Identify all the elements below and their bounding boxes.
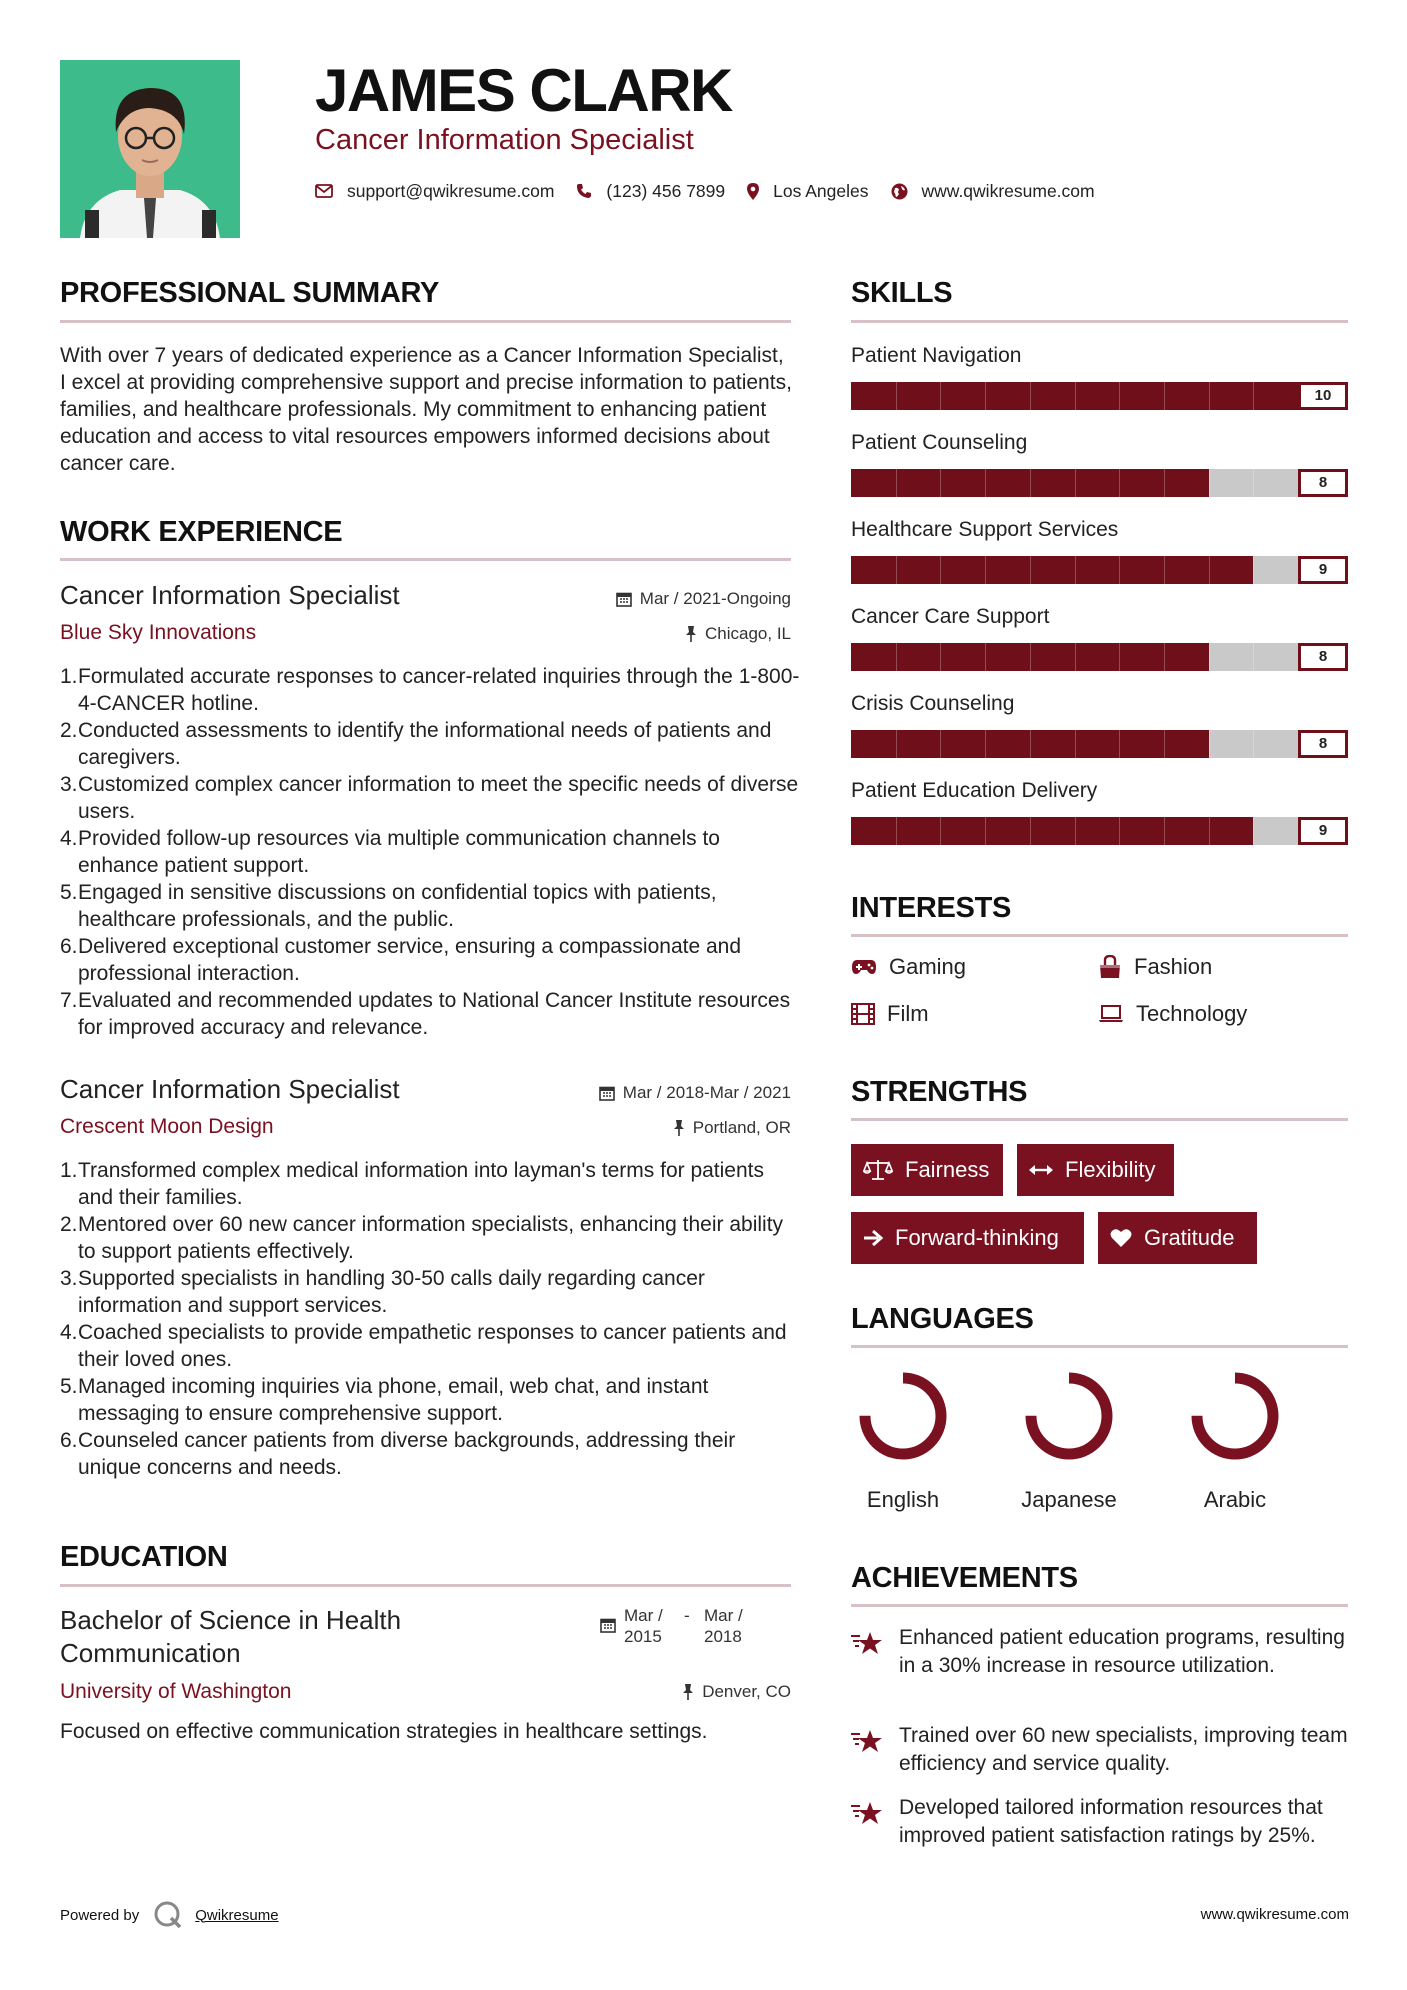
- skill-bar-segment: [940, 643, 941, 671]
- achievements-divider: [851, 1604, 1348, 1607]
- interest-label: Film: [887, 1001, 929, 1026]
- job-dates: [616, 589, 791, 609]
- interest-fashion: [1098, 954, 1212, 980]
- summary-heading: PROFESSIONAL SUMMARY: [60, 277, 440, 309]
- footer-powered: [60, 1900, 279, 1930]
- star-award-icon: [851, 1630, 883, 1656]
- skill-bar-segment: [1075, 382, 1076, 410]
- skill-bar-segment: [1119, 469, 1120, 497]
- job-company: Blue Sky Innovations: [60, 621, 257, 644]
- job-dates-text: Mar / 2021-Ongoing: [639, 589, 791, 608]
- education-dates: [600, 1605, 764, 1647]
- skill-bar: [851, 643, 1348, 671]
- job-bullet: [60, 1373, 800, 1427]
- skill-bar-segment: [1075, 469, 1076, 497]
- candidate-role: Cancer Information Specialist: [315, 124, 694, 156]
- language-progress-ring: [855, 1368, 951, 1464]
- achievement-text: Trained over 60 new specialists, improving team efficiency and service quality.: [899, 1724, 1348, 1775]
- contact-phone[interactable]: [576, 181, 725, 202]
- bullet-number: 4.: [60, 1321, 78, 1344]
- strengths-divider: [851, 1118, 1348, 1121]
- star-award-icon: [851, 1800, 883, 1826]
- job-dates: [599, 1083, 791, 1103]
- bullet-number: 6.: [60, 935, 78, 958]
- calendar-icon: [616, 591, 632, 607]
- achievement-item: [851, 1794, 1351, 1850]
- job-bullet: [60, 933, 800, 987]
- skill-level: 9: [1298, 556, 1348, 584]
- job-bullets: [60, 1157, 800, 1481]
- skill-bar-segment: [896, 382, 897, 410]
- skill-bar-segment: [1164, 643, 1165, 671]
- skill-bar: [851, 730, 1348, 758]
- qwikresume-logo-icon: [153, 1900, 183, 1930]
- bullet-number: 3.: [60, 1267, 78, 1290]
- website-text: www.qwikresume.com: [921, 180, 1095, 201]
- language-progress-ring: [1187, 1368, 1283, 1464]
- skill-level: 8: [1298, 469, 1348, 497]
- profile-photo: [60, 60, 240, 238]
- language-progress-arc: [865, 1378, 941, 1454]
- skill-bar-segment: [1253, 730, 1254, 758]
- phone-text: (123) 456 7899: [606, 180, 726, 201]
- skill-bar-segment: [1209, 730, 1210, 758]
- contact-bar: [315, 178, 1117, 204]
- email-text: support@qwikresume.com: [347, 180, 555, 201]
- skill-bar-segment: [1209, 643, 1210, 671]
- pushpin-icon: [673, 1120, 685, 1136]
- skill-bar-segment: [985, 730, 986, 758]
- job-bullet: [60, 1211, 800, 1265]
- skill-bar-segment: [1209, 556, 1210, 584]
- languages-divider: [851, 1345, 1348, 1348]
- job-location: [685, 624, 791, 644]
- skill-bar-segment: [1030, 643, 1031, 671]
- skill-bar-segment: [896, 817, 897, 845]
- achievement-item: [851, 1624, 1351, 1680]
- education-location: [682, 1682, 791, 1702]
- skill-name: Healthcare Support Services: [851, 518, 1119, 541]
- job-bullet: [60, 1157, 800, 1211]
- contact-website[interactable]: [891, 181, 1095, 202]
- star-award-icon: [851, 1728, 883, 1754]
- education-description: Focused on effective communication strategies in healthcare settings.: [60, 1720, 708, 1743]
- interest-film: [851, 1001, 929, 1027]
- language-progress-arc: [1031, 1378, 1107, 1454]
- strength-label: Gratitude: [1144, 1225, 1235, 1250]
- skills-heading: SKILLS: [851, 277, 953, 309]
- pushpin-icon: [682, 1684, 694, 1700]
- skill-bar-segment: [896, 730, 897, 758]
- school-name: University of Washington: [60, 1680, 292, 1703]
- skill-bar-segment: [940, 730, 941, 758]
- skill-bar-segment: [985, 469, 986, 497]
- pushpin-icon: [685, 626, 697, 642]
- skill-bar-segment: [1119, 730, 1120, 758]
- skill-bar-segment: [1075, 556, 1076, 584]
- job-bullet: [60, 663, 800, 717]
- achievement-text: Developed tailored information resources that improved patient satisfaction ratings by 25%.: [899, 1796, 1323, 1847]
- job-bullet: [60, 879, 800, 933]
- brand-link[interactable]: Qwikresume: [195, 1906, 279, 1924]
- skill-bar-segment: [1164, 817, 1165, 845]
- education-heading: EDUCATION: [60, 1541, 228, 1573]
- skill-bar-segment: [1119, 643, 1120, 671]
- bullet-number: 5.: [60, 1375, 78, 1398]
- date-separator: -: [684, 1606, 690, 1625]
- skill-bar-segment: [1253, 643, 1254, 671]
- skill-bar-segment: [985, 382, 986, 410]
- skill-level: 10: [1298, 382, 1348, 410]
- skill-bar-segment: [1253, 469, 1254, 497]
- skill-name: Patient Education Delivery: [851, 779, 1098, 802]
- skill-bar-segment: [896, 469, 897, 497]
- skill-bar-segment: [1030, 382, 1031, 410]
- achievements-heading: ACHIEVEMENTS: [851, 1562, 1078, 1594]
- skill-bar-segment: [1030, 556, 1031, 584]
- bullet-number: 3.: [60, 773, 78, 796]
- skill-bar-fill: [851, 382, 1348, 410]
- skill-bar-segment: [1209, 817, 1210, 845]
- skill-level: 8: [1298, 643, 1348, 671]
- skill-bar-fill: [851, 556, 1253, 584]
- skill-bar-segment: [1164, 556, 1165, 584]
- skill-name: Patient Navigation: [851, 344, 1022, 367]
- skill-bar-segment: [1119, 817, 1120, 845]
- skill-bar-segment: [1164, 730, 1165, 758]
- contact-location: [747, 181, 868, 202]
- bullet-number: 4.: [60, 827, 78, 850]
- bullet-text: Delivered exceptional customer service, ensuring a compassionate and professional interaction.: [78, 935, 742, 985]
- skill-bar-segment: [1030, 469, 1031, 497]
- skill-bar-segment: [1253, 817, 1254, 845]
- skill-bar-segment: [896, 643, 897, 671]
- experience-heading: WORK EXPERIENCE: [60, 516, 343, 548]
- skill-bar-segment: [940, 382, 941, 410]
- strength-fairness: [851, 1144, 1003, 1196]
- skill-level: 9: [1298, 817, 1348, 845]
- globe-icon: [891, 183, 908, 200]
- bullet-text: Counseled cancer patients from diverse backgrounds, addressing their unique concerns and needs.: [78, 1429, 736, 1479]
- language-name: Japanese: [1021, 1487, 1117, 1512]
- bullet-text: Mentored over 60 new cancer information specialists, enhancing their ability to support patients effectively.: [78, 1213, 784, 1263]
- strengths-heading: STRENGTHS: [851, 1076, 1028, 1108]
- skill-bar-segment: [1119, 382, 1120, 410]
- strength-label: Forward-thinking: [895, 1225, 1059, 1250]
- skill-bar-segment: [1075, 643, 1076, 671]
- skill-bar: [851, 556, 1348, 584]
- bullet-number: 1.: [60, 1159, 78, 1182]
- job-bullet: [60, 1319, 800, 1373]
- achievement-item: [851, 1722, 1351, 1778]
- skill-bar-segment: [940, 817, 941, 845]
- map-pin-icon: [747, 183, 759, 200]
- bullet-number: 5.: [60, 881, 78, 904]
- job-location: [673, 1118, 791, 1138]
- bullet-text: Coached specialists to provide empathetic responses to cancer patients and their loved ones.: [78, 1321, 787, 1371]
- skill-bar-segment: [1209, 382, 1210, 410]
- summary-divider: [60, 320, 791, 323]
- interest-technology: [1098, 1001, 1247, 1027]
- skill-bar-segment: [1030, 730, 1031, 758]
- skill-bar: [851, 817, 1348, 845]
- interests-heading: INTERESTS: [851, 892, 1012, 924]
- bullet-number: 2.: [60, 1213, 78, 1236]
- arrows-horizontal-icon: [1029, 1164, 1053, 1176]
- job-company: Crescent Moon Design: [60, 1115, 274, 1138]
- heart-icon: [1110, 1228, 1132, 1248]
- interest-label: Fashion: [1134, 954, 1213, 979]
- summary-text: With over 7 years of dedicated experience as a Cancer Information Specialist, I excel at providing comprehensive support and precise information to patients, families, and healthcare professionals. My commitment to enhancing patient education and access to vital resources empowers informed decisions about cancer care.: [60, 344, 792, 475]
- job-bullets: [60, 663, 800, 1041]
- bullet-text: Evaluated and recommended updates to National Cancer Institute resources for improved accuracy and relevance.: [78, 989, 791, 1039]
- job-bullet: [60, 987, 800, 1041]
- strength-forward-thinking: [851, 1212, 1084, 1264]
- skill-name: Cancer Care Support: [851, 605, 1050, 628]
- strength-label: Fairness: [905, 1157, 990, 1182]
- powered-by-text: Powered by: [60, 1906, 140, 1924]
- education-start: Mar / 2015: [624, 1606, 663, 1646]
- skill-bar-segment: [985, 817, 986, 845]
- skill-name: Patient Counseling: [851, 431, 1028, 454]
- skill-bar-segment: [1253, 382, 1254, 410]
- job-bullet: [60, 717, 800, 771]
- bullet-number: 2.: [60, 719, 78, 742]
- bullet-text: Conducted assessments to identify the informational needs of patients and caregivers.: [78, 719, 772, 769]
- job-dates-text: Mar / 2018-Mar / 2021: [622, 1083, 791, 1102]
- skill-bar-segment: [896, 556, 897, 584]
- education-location-text: Denver, CO: [702, 1682, 791, 1701]
- job-title: Cancer Information Specialist: [60, 1074, 400, 1104]
- skill-bar-fill: [851, 817, 1253, 845]
- interest-label: Gaming: [889, 954, 967, 979]
- phone-icon: [576, 183, 592, 199]
- language-name: Arabic: [1203, 1487, 1267, 1512]
- education-divider: [60, 1584, 791, 1587]
- interest-gaming: [851, 954, 966, 980]
- skill-bar-segment: [1209, 469, 1210, 497]
- skill-level: 8: [1298, 730, 1348, 758]
- skill-bar-segment: [1253, 556, 1254, 584]
- degree-title: Bachelor of Science in Health Communication: [60, 1605, 402, 1668]
- bullet-text: Formulated accurate responses to cancer-related inquiries through the 1-800-4-CANCER hotline.: [78, 665, 800, 715]
- language-progress-arc: [1197, 1378, 1273, 1454]
- skill-bar-segment: [985, 643, 986, 671]
- gamepad-icon: [851, 959, 877, 975]
- contact-email[interactable]: [315, 181, 554, 202]
- calendar-icon: [599, 1085, 615, 1101]
- job-bullet: [60, 1427, 800, 1481]
- bullet-text: Managed incoming inquiries via phone, email, web chat, and instant messaging to ensure comprehensive support.: [78, 1375, 709, 1425]
- languages-heading: LANGUAGES: [851, 1303, 1034, 1335]
- education-end: Mar / 2018: [704, 1606, 743, 1646]
- skill-bar-segment: [1164, 382, 1165, 410]
- bullet-text: Transformed complex medical information into layman's terms for patients and their families.: [78, 1159, 764, 1209]
- shopping-bag-icon: [1098, 955, 1122, 979]
- skill-bar-segment: [1075, 730, 1076, 758]
- strength-label: Flexibility: [1065, 1157, 1156, 1182]
- skill-name: Crisis Counseling: [851, 692, 1015, 715]
- skill-bar-segment: [1075, 817, 1076, 845]
- skill-bar: [851, 469, 1348, 497]
- location-text: Los Angeles: [773, 180, 869, 201]
- skill-bar-segment: [1164, 469, 1165, 497]
- arrow-right-icon: [863, 1229, 883, 1247]
- strength-gratitude: [1098, 1212, 1257, 1264]
- interests-divider: [851, 934, 1348, 937]
- language-progress-ring: [1021, 1368, 1117, 1464]
- film-icon: [851, 1003, 875, 1025]
- bullet-text: Provided follow-up resources via multiple communication channels to enhance patient support.: [78, 827, 720, 877]
- skill-bar-segment: [1030, 817, 1031, 845]
- laptop-icon: [1098, 1005, 1124, 1023]
- bullet-number: 7.: [60, 989, 78, 1012]
- job-location-text: Portland, OR: [692, 1118, 791, 1137]
- skill-bar-segment: [1119, 556, 1120, 584]
- bullet-number: 6.: [60, 1429, 78, 1452]
- skill-bar-segment: [985, 556, 986, 584]
- job-location-text: Chicago, IL: [705, 624, 791, 643]
- bullet-text: Supported specialists in handling 30-50 calls daily regarding cancer information and support services.: [78, 1267, 705, 1317]
- skill-bar-segment: [940, 469, 941, 497]
- balance-scale-icon: [863, 1158, 893, 1182]
- footer-website[interactable]: www.qwikresume.com: [1200, 1906, 1349, 1923]
- candidate-name: JAMES CLARK: [315, 57, 732, 124]
- strength-flexibility: [1017, 1144, 1174, 1196]
- experience-divider: [60, 558, 791, 561]
- interest-label: Technology: [1136, 1001, 1248, 1026]
- calendar-icon: [600, 1617, 616, 1633]
- envelope-icon: [315, 184, 333, 198]
- skill-bar-segment: [940, 556, 941, 584]
- job-title: Cancer Information Specialist: [60, 580, 400, 610]
- job-bullet: [60, 771, 800, 825]
- bullet-text: Engaged in sensitive discussions on confidential topics with patients, healthcare professionals, and the public.: [78, 881, 717, 931]
- bullet-text: Customized complex cancer information to meet the specific needs of diverse users.: [78, 773, 799, 823]
- job-bullet: [60, 1265, 800, 1319]
- language-name: English: [866, 1487, 940, 1512]
- job-bullet: [60, 825, 800, 879]
- skill-bar: [851, 382, 1348, 410]
- bullet-number: 1.: [60, 665, 78, 688]
- skills-divider: [851, 320, 1348, 323]
- achievement-text: Enhanced patient education programs, resulting in a 30% increase in resource utilization.: [899, 1626, 1345, 1677]
